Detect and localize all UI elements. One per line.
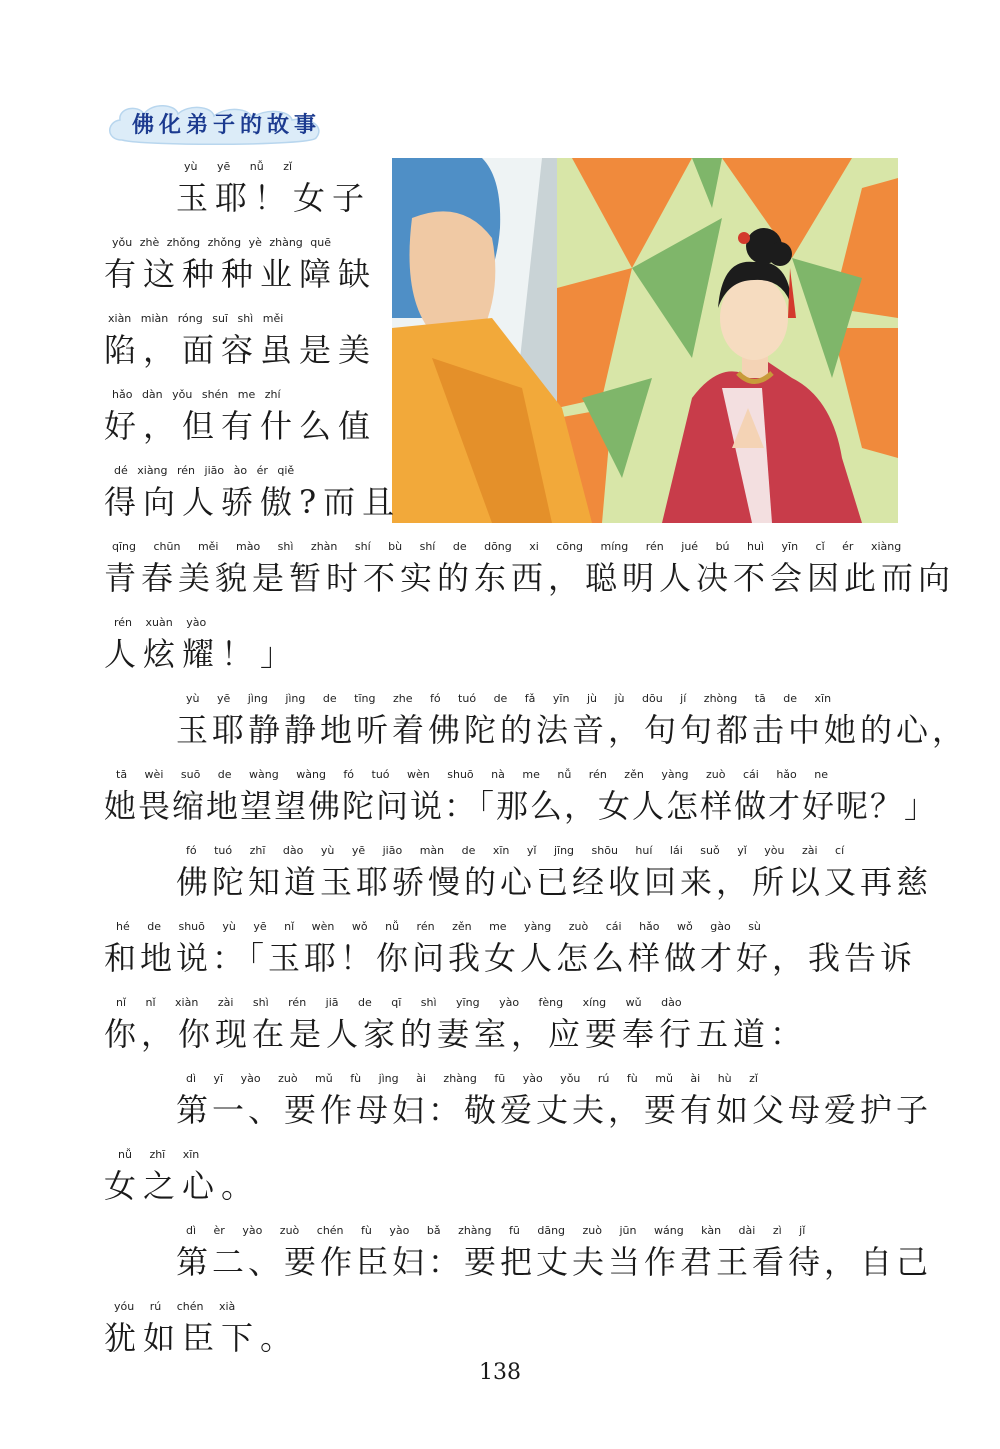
- text-line: [104, 236, 384, 314]
- hanzi: 第二、要作臣妇：要把丈夫当作君王看待，自己: [176, 1243, 933, 1281]
- pinyin: dé xiàng rén jiāo ào ér qiě: [114, 464, 295, 477]
- page-number: 138: [479, 1360, 521, 1385]
- text-line: [104, 1148, 404, 1226]
- hanzi: 人炫耀！」: [104, 635, 300, 673]
- pinyin: hǎo dàn yǒu shén me zhí: [112, 388, 281, 401]
- pinyin: dì yī yào zuò mǔ fù jìng ài zhàng fū yào yǒu rú fù mǔ ài hù zǐ: [186, 1072, 758, 1085]
- text-line: [176, 1224, 933, 1302]
- hanzi: 玉耶！女子: [176, 179, 372, 217]
- pinyin: qīng chūn měi mào shì zhàn shí bù shí de dōng xi cōng míng rén jué bú huì yīn cǐ ér xiàng: [112, 540, 902, 553]
- text-line: [104, 464, 402, 542]
- hanzi: 青春美貌是暂时不实的东西，聪明人决不会因此而向: [104, 559, 956, 597]
- hanzi: 和地说：「玉耶！你问我女人怎么样做才好，我告诉: [104, 939, 917, 977]
- section-header: [104, 100, 334, 150]
- hanzi: 犹如臣下。: [104, 1319, 300, 1357]
- text-line: [104, 996, 808, 1074]
- pinyin: dì èr yào zuò chén fù yào bǎ zhàng fū dāng zuò jūn wáng kàn dài zì jǐ: [186, 1224, 806, 1237]
- text-line: [104, 616, 404, 694]
- hanzi: 得向人骄傲?而且: [104, 483, 402, 521]
- text-line: [176, 844, 933, 922]
- pinyin: hé de shuō yù yē nǐ wèn wǒ nǚ rén zěn me yàng zuò cái hǎo wǒ gào sù: [116, 920, 761, 933]
- text-line: [176, 160, 376, 238]
- text-line: [104, 540, 956, 618]
- text-line: [104, 920, 917, 998]
- pinyin: tā wèi suō de wàng wàng fó tuó wèn shuō nà me nǚ rén zěn yàng zuò cái hǎo ne: [116, 768, 829, 781]
- pinyin: yù yē nǚ zǐ: [184, 160, 293, 173]
- pinyin: xiàn miàn róng suī shì měi: [108, 312, 284, 325]
- text-line: [176, 1072, 933, 1150]
- buddha-and-woman-illustration: [392, 158, 898, 523]
- hanzi: 好，但有什么值: [104, 407, 378, 445]
- pinyin: yóu rú chén xià: [114, 1300, 236, 1313]
- hanzi: 你，你现在是人家的妻室，应要奉行五道：: [104, 1015, 808, 1053]
- pinyin: nǐ nǐ xiàn zài shì rén jiā de qī shì yīng yào fèng xíng wǔ dào: [116, 996, 682, 1009]
- pinyin: fó tuó zhī dào yù yē jiāo màn de xīn yǐ jīng shōu huí lái suǒ yǐ yòu zài cí: [186, 844, 845, 857]
- pinyin: nǚ zhī xīn: [118, 1148, 200, 1161]
- hanzi: 有这种种业障缺: [104, 255, 378, 293]
- text-line: [176, 692, 969, 770]
- hanzi: 她畏缩地望望佛陀问说：「那么，女人怎样做才好呢？」: [104, 787, 939, 825]
- text-line: [104, 768, 939, 846]
- pinyin: yǒu zhè zhǒng zhǒng yè zhàng quē: [112, 236, 332, 249]
- hanzi: 佛陀知道玉耶骄慢的心已经收回来，所以又再慈: [176, 863, 933, 901]
- pinyin: yù yē jìng jìng de tīng zhe fó tuó de fǎ yīn jù jù dōu jí zhòng tā de xīn: [186, 692, 832, 705]
- text-line: [104, 312, 384, 390]
- illustration: [392, 158, 898, 523]
- hanzi: 第一、要作母妇：敬爱丈夫，要有如父母爱护子: [176, 1091, 933, 1129]
- pinyin: rén xuàn yào: [114, 616, 207, 629]
- hanzi: 玉耶静静地听着佛陀的法音，句句都击中她的心，: [176, 711, 969, 749]
- hanzi: 女之心。: [104, 1167, 261, 1205]
- header-title: 佛化弟子的故事: [132, 113, 322, 138]
- hanzi: 陷，面容虽是美: [104, 331, 378, 369]
- text-line: [104, 388, 384, 466]
